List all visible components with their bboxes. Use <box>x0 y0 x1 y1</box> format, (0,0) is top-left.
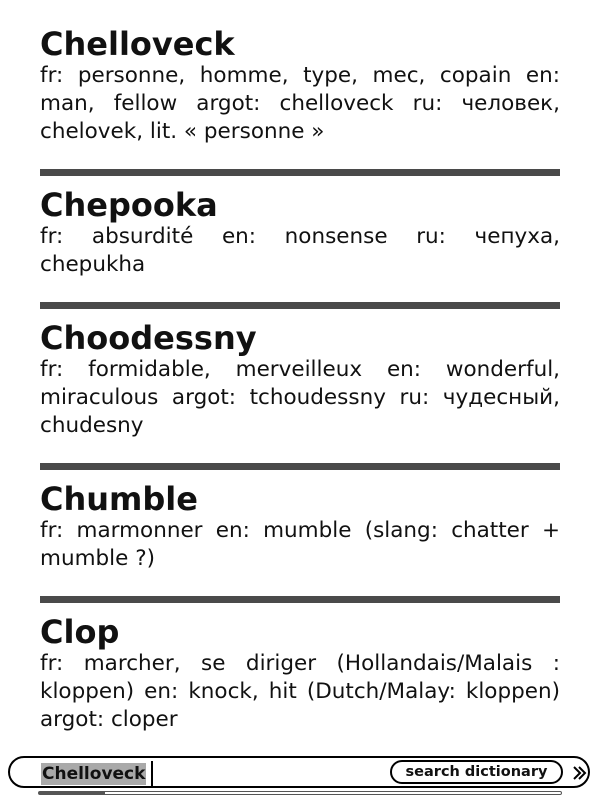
search-dictionary-button[interactable]: search dictionary <box>390 760 563 784</box>
entry-word: Chepooka <box>40 186 218 224</box>
entry-choodessny <box>40 320 560 440</box>
entry-word: Chelloveck <box>40 25 235 63</box>
entry-definition: fr: formidable, merveilleux en: wonderful, miraculous argot: tchoudessny ru: чудесный, chudesny <box>40 357 560 438</box>
entry-word: Clop <box>40 613 120 651</box>
entry-divider <box>40 463 560 470</box>
entry-chumble <box>40 481 560 573</box>
entry-definition: fr: absurdité en: nonsense ru: чепуха, chepukha <box>40 224 560 277</box>
entry-divider <box>40 302 560 309</box>
entry-definition: fr: marcher, se diriger (Hollandais/Malais : kloppen) en: knock, hit (Dutch/Malay: kloppen) argot: cloper <box>40 651 560 732</box>
entry-word: Chumble <box>40 480 198 518</box>
text-cursor <box>151 761 153 786</box>
double-chevron-right-icon[interactable] <box>573 765 587 781</box>
entry-definition: fr: personne, homme, type, mec, copain en: man, fellow argot: chelloveck ru: человек, chelovek, lit. « personne » <box>40 63 560 144</box>
entry-chepooka <box>40 187 560 279</box>
entry-definition: fr: marmonner en: mumble (slang: chatter + mumble ?) <box>40 518 560 571</box>
search-bar[interactable] <box>8 756 590 788</box>
entry-clop <box>40 614 560 734</box>
search-input[interactable]: Chelloveck <box>42 764 146 784</box>
entry-chelloveck <box>40 26 560 146</box>
entry-word: Choodessny <box>40 319 257 357</box>
scroll-indicator <box>38 791 562 795</box>
entry-divider <box>40 596 560 603</box>
entry-divider <box>40 169 560 176</box>
scroll-thumb <box>39 792 105 794</box>
